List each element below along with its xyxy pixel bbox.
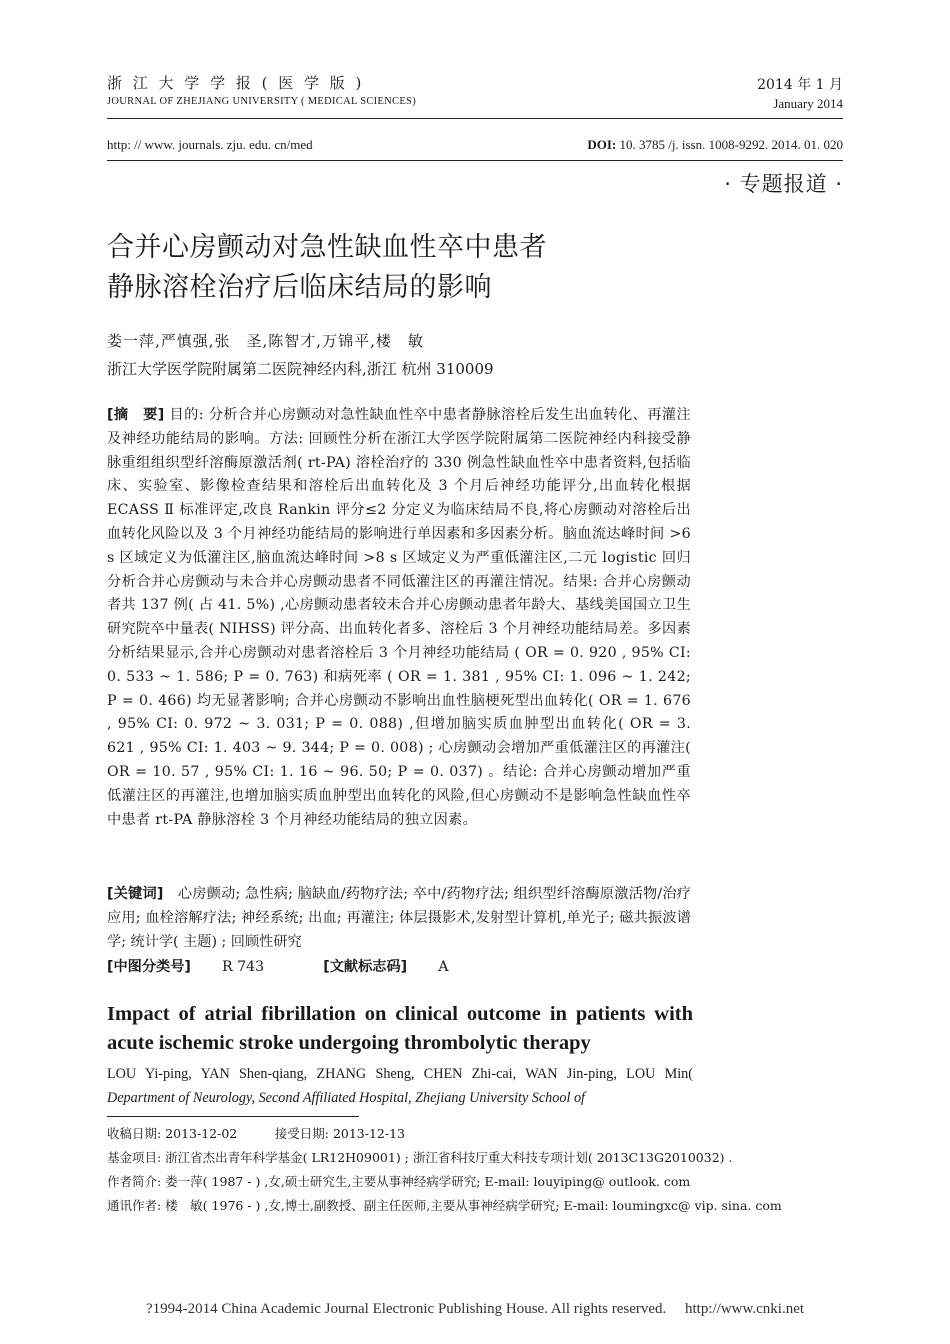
doc-code-label: [文献标志码] bbox=[323, 959, 408, 975]
clc-label: [中图分类号] bbox=[107, 959, 191, 975]
doc-code-value: A bbox=[438, 959, 449, 975]
affiliation: 浙江大学医学院附属第二医院神经内科,浙江 杭州 310009 bbox=[107, 360, 494, 378]
journal-url[interactable]: http: // www. journals. zju. edu. cn/med bbox=[107, 137, 313, 152]
english-title: Impact of atrial fibrillation on clinical outcome in patients with acute ischemic stroke undergoing thrombolytic therapy bbox=[107, 1003, 693, 1054]
footnote-received: 收稿日期: 2013-12-02 接受日期: 2013-12-13 bbox=[107, 1126, 406, 1141]
english-author-names: LOU Yi-ping, YAN Shen-qiang, ZHANG Sheng, CHEN Zhi-cai, WAN Jin-ping, LOU Min bbox=[107, 1066, 689, 1082]
footnote-fund: 基金项目: 浙江省杰出青年科学基金( LR12H09001) ; 浙江省科技厅重大科技专项计划( 2013C13G2010032) . bbox=[107, 1150, 733, 1165]
article-title-line-2: 静脉溶栓治疗后临床结局的影响 bbox=[107, 272, 492, 303]
article-title bbox=[107, 228, 547, 308]
footnote-author-intro: 作者简介: 娄一萍( 1987 - ) ,女,硕士研究生,主要从事神经病学研究; E-mail: louyiping@ outlook. com bbox=[107, 1174, 691, 1189]
header-divider bbox=[107, 118, 843, 119]
keywords-text: 心房颤动; 急性病; 脑缺血/药物疗法; 卒中/药物疗法; 组织型纤溶酶原激活物/治疗应用; 血栓溶解疗法; 神经系统; 出血; 再灌注; 体层摄影术,发射型计算机,单光子; 磁共振波谱学; 统计学( 主题) ; 回顾性研究 bbox=[107, 886, 691, 950]
english-authors: LOU Yi-ping, YAN Shen-qiang, ZHANG Sheng, CHEN Zhi-cai, WAN Jin-ping, LOU Min( Department of Neurology, Second Affiliated Hospital, Zhejiang University School of bbox=[107, 1066, 693, 1106]
journal-title-en: JOURNAL OF ZHEJIANG UNIVERSITY ( MEDICAL SCIENCES) bbox=[107, 96, 416, 107]
clc-value: R 743 bbox=[221, 959, 265, 975]
keywords bbox=[107, 882, 691, 954]
article-title-line-1: 合并心房颤动对急性缺血性卒中患者 bbox=[107, 232, 547, 263]
abstract-label: [摘 要] bbox=[107, 407, 165, 423]
abstract-text: 目的: 分析合并心房颤动对急性缺血性卒中患者静脉溶栓后发生出血转化、再灌注及神经功能结局的影响。方法: 回顾性分析在浙江大学医学院附属第二医院神经内科接受静脉重组组织型纤溶酶原激活剂( rt-PA) 溶栓治疗的 330 例急性缺血性卒中患者资料,包括临床、实验室、影像检查结果和溶栓后出血转化及 3 个月后神经功能评分,出血转化根据 ECASS Ⅱ 标准评定,改良 Rankin 评分≤2 分定义为临床结局不良,将心房颤动对溶栓后出血转化风险以及 3 个月神经功能结局的影响进行单因素和多因素分析。脑血流达峰时间 >6 s 区域定义为低灌注区,脑血流达峰时间 >8 s 区域定义为严重低灌注区,二元 logistic 回归分析合并心房颤动与未合并心房颤动患者不同低灌注区的再灌注情况。结果: 合并心房颤动者共 137 例( 占 41. 5%) ,心房颤动患者较未合并心房颤动患者年龄大、基线美国国立卫生研究院卒中量表( NIHSS) 评分高、出血转化者多、溶栓后 3 个月神经功能结局差。多因素分析结果显示,合并心房颤动对患者溶栓后 3 个月神经功能结局 ( OR = 0. 920 , 95% CI: 0. 533 ~ 1. 586; P = 0. 763) 和病死率 ( OR = 1. 381 , 95% CI: 1. 096 ~ 1. 242; P = 0. 466) 均无显著影响; 合并心房颤动不影响出血性脑梗死型出血转化( OR = 1. 676 , 95% CI: 0. 972 ~ 3. 031; P = 0. 088) ,但增加脑实质血肿型出血转化( OR = 3. 621 , 95% CI: 1. 403 ~ 9. 344; P = 0. 008) ; 心房颤动会增加严重低灌注区的再灌注( OR = 10. 57 , 95% CI: 1. 16 ~ 96. 50; P = 0. 037) 。结论: 合并心房颤动增加严重低灌注区的再灌注,也增加脑实质血肿型出血转化的风险,但心房颤动不是影响急性缺血性卒中患者 rt-PA 静脉溶栓 3 个月神经功能结局的独立因素。 bbox=[107, 407, 692, 828]
footnote-corresponding: 通讯作者: 楼 敏( 1976 - ) ,女,博士,副教授、副主任医师,主要从事神经病学研究; E-mail: loumingxc@ vip. sina. com bbox=[107, 1198, 782, 1213]
copyright-notice: ?1994-2014 China Academic Journal Electronic Publishing House. All rights reserved. http://www.cnki.net bbox=[145, 1301, 805, 1317]
english-affiliation: Department of Neurology, Second Affiliated Hospital, Zhejiang University School of bbox=[107, 1090, 585, 1106]
issue-date-en: January 2014 bbox=[773, 96, 843, 111]
footnote-divider bbox=[107, 1116, 359, 1117]
section-label: · 专题报道 · bbox=[724, 172, 843, 196]
journal-title-cn: 浙 江 大 学 学 报 ( 医 学 版 ) bbox=[107, 74, 365, 92]
abstract bbox=[107, 404, 691, 832]
doi[interactable] bbox=[587, 137, 843, 153]
doi-value: 10. 3785 /j. issn. 1008-9292. 2014. 01. 020 bbox=[616, 137, 843, 152]
classification bbox=[107, 956, 448, 976]
keywords-label: [关键词] bbox=[107, 886, 164, 902]
authors: 娄一萍,严慎强,张 圣,陈智才,万锦平,楼 敏 bbox=[107, 332, 424, 350]
issue-date-cn: 2014 年 1 月 bbox=[757, 77, 843, 93]
doi-divider bbox=[107, 160, 843, 161]
doi-label: DOI: bbox=[587, 137, 617, 152]
